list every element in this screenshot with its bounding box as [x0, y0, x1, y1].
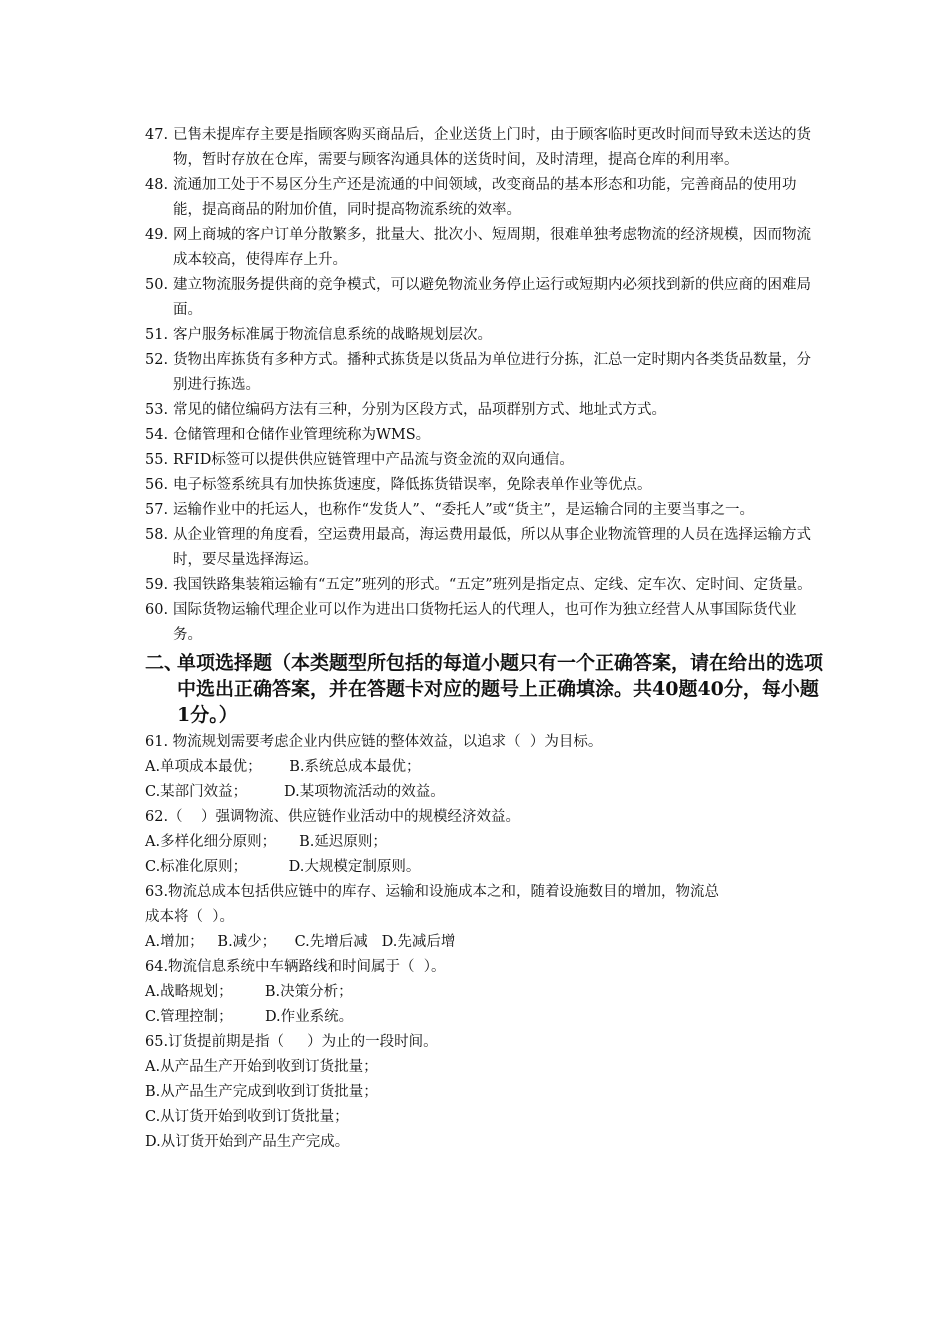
- question-line: 64.物流信息系统中车辆路线和时间属于（ ）。: [145, 959, 446, 975]
- question-number: 53.: [145, 402, 169, 418]
- answer-options: A.从产品生产开始到收到订货批量；: [145, 1059, 378, 1075]
- answer-options: B.从产品生产完成到收到订货批量；: [145, 1084, 378, 1100]
- question-text: 流通加工处于不易区分生产还是流通的中间领域，改变商品的基本形态和功能，完善商品的使用功能，提高商品的附加价值，同时提高物流系统的效率。: [173, 177, 797, 218]
- question-line: 65.订货提前期是指（ ）为止的一段时间。: [145, 1034, 438, 1050]
- question-number: 48.: [145, 177, 169, 193]
- section-title: 单项选择题（本类题型所包括的每道小题只有一个正确答案，请在给出的选项中选出正确答案，并在答题卡对应的题号上正确填涂。共40题40分，每小题1分。）: [177, 652, 824, 726]
- question-line: 62.（ ）强调物流、供应链作业活动中的规模经济效益。: [145, 809, 520, 825]
- true-false-list: [145, 123, 825, 648]
- question-item: [145, 223, 825, 273]
- question-text: 我国铁路集装箱运输有“五定”班列的形式。“五定”班列是指定点、定线、定车次、定时间、定货量。: [173, 577, 812, 593]
- question-text: 从企业管理的角度看，空运费用最高，海运费用最低，所以从事企业物流管理的人员在选择运输方式时，要尽量选择海运。: [173, 527, 811, 568]
- question-item: [145, 273, 825, 323]
- question-text: RFID标签可以提供供应链管理中产品流与资金流的双向通信。: [173, 452, 574, 468]
- answer-options: C.管理控制； D.作业系统。: [145, 1009, 354, 1025]
- question-item: [145, 448, 825, 473]
- question-number: 51.: [145, 327, 169, 343]
- question-text: 建立物流服务提供商的竞争模式，可以避免物流业务停止运行或短期内必须找到新的供应商的困难局面。: [173, 277, 811, 318]
- question-item: [145, 423, 825, 448]
- question-number: 54.: [145, 427, 169, 443]
- answer-options: A.单项成本最优； B.系统总成本最优；: [145, 759, 421, 775]
- section-number: 二、: [145, 652, 184, 674]
- question-item: [145, 173, 825, 223]
- question-item: [145, 598, 825, 648]
- question-item: [145, 498, 825, 523]
- question-number: 50.: [145, 277, 169, 293]
- question-item: [145, 523, 825, 573]
- question-item: [145, 123, 825, 173]
- question-text: 常见的储位编码方法有三种，分别为区段方式，品项群别方式、地址式方式。: [173, 402, 666, 418]
- question-item: [145, 348, 825, 398]
- question-text: 运输作业中的托运人，也称作“发货人”、“委托人”或“货主”，是运输合同的主要当事之一。: [173, 502, 754, 518]
- question-item: [145, 323, 825, 348]
- question-text: 网上商城的客户订单分散繁多，批量大、批次小、短周期，很难单独考虑物流的经济规模，因而物流成本较高，使得库存上升。: [173, 227, 811, 268]
- question-number: 59.: [145, 577, 169, 593]
- question-text: 电子标签系统具有加快拣货速度，降低拣货错误率，免除表单作业等优点。: [173, 477, 652, 493]
- question-number: 49.: [145, 227, 169, 243]
- question-number: 60.: [145, 602, 169, 618]
- answer-options: C.某部门效益； D.某项物流活动的效益。: [145, 784, 445, 800]
- question-number: 57.: [145, 502, 169, 518]
- question-text: 已售未提库存主要是指顾客购买商品后，企业送货上门时，由于顾客临时更改时间而导致未送达的货物，暂时存放在仓库，需要与顾客沟通具体的送货时间，及时清理，提高仓库的利用率。: [173, 127, 811, 168]
- answer-options: A.多样化细分原则； B.延迟原则；: [145, 834, 387, 850]
- page-content: [145, 123, 825, 1155]
- question-text: 仓储管理和仓储作业管理统称为WMS。: [173, 427, 431, 443]
- question-item: [145, 398, 825, 423]
- answer-options: C.标准化原则； D.大规模定制原则。: [145, 859, 421, 875]
- answer-options: D.从订货开始到产品生产完成。: [145, 1134, 350, 1150]
- question-text: 国际货物运输代理企业可以作为进出口货物托运人的代理人，也可作为独立经营人从事国际货代业务。: [173, 602, 797, 643]
- answer-options: A.战略规划； B.决策分析；: [145, 984, 353, 1000]
- question-number: 47.: [145, 127, 169, 143]
- question-item: [145, 473, 825, 498]
- multiple-choice-list: [145, 730, 825, 1155]
- question-number: 58.: [145, 527, 169, 543]
- answer-options: C.从订货开始到收到订货批量；: [145, 1109, 349, 1125]
- question-text: 客户服务标准属于物流信息系统的战略规划层次。: [173, 327, 492, 343]
- question-line: 成本将（ ）。: [145, 909, 234, 925]
- question-text: 货物出库拣货有多种方式。播种式拣货是以货品为单位进行分拣，汇总一定时期内各类货品数量，分别进行拣选。: [173, 352, 811, 393]
- section-heading: [145, 650, 825, 728]
- question-number: 56.: [145, 477, 169, 493]
- question-item: [145, 573, 825, 598]
- question-line: 61. 物流规划需要考虑企业内供应链的整体效益，以追求（ ）为目标。: [145, 734, 603, 750]
- question-number: 55.: [145, 452, 169, 468]
- question-number: 52.: [145, 352, 169, 368]
- answer-options: A.增加； B.减少； C.先增后减 D.先减后增: [145, 934, 456, 950]
- question-line: 63.物流总成本包括供应链中的库存、运输和设施成本之和，随着设施数目的增加，物流总: [145, 884, 720, 900]
